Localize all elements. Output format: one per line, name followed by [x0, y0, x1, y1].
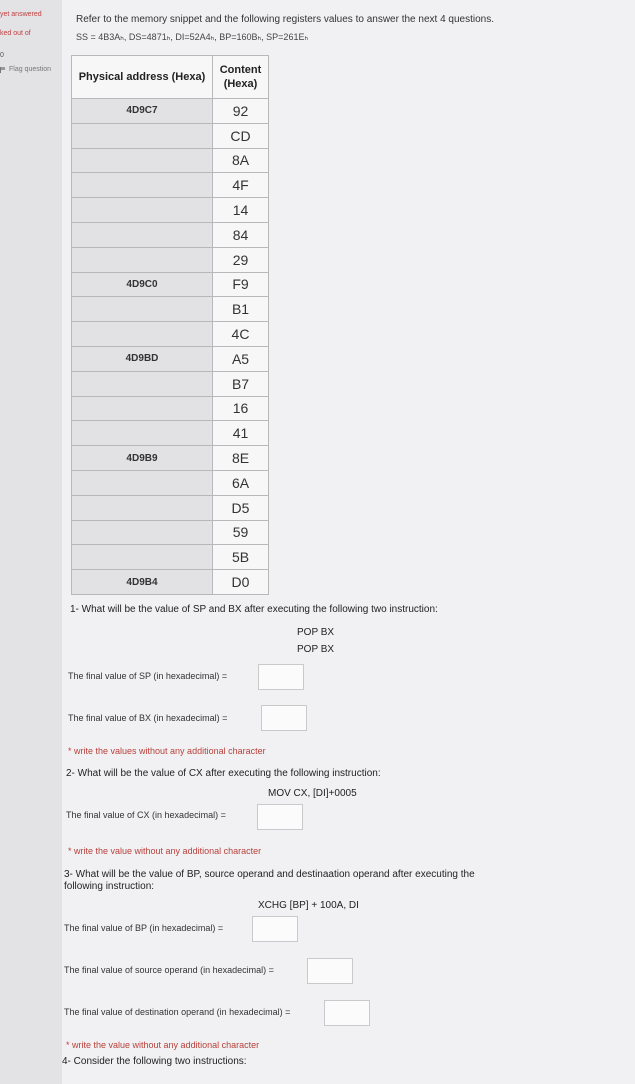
- q2-note: * write the value without any additional character: [68, 846, 262, 856]
- points-value: 0: [0, 52, 4, 59]
- memory-table: [71, 55, 269, 595]
- question-1-text: 1- What will be the value of SP and BX after executing the following two instruction:: [70, 604, 438, 615]
- content-cell: 5B: [213, 545, 269, 570]
- bp-answer-input[interactable]: [252, 916, 298, 942]
- address-cell: [72, 396, 213, 421]
- address-cell: [72, 520, 213, 545]
- memory-row: [72, 173, 269, 198]
- content-cell: 14: [213, 198, 269, 223]
- content-cell: D5: [213, 495, 269, 520]
- source-operand-answer-input[interactable]: [307, 958, 353, 984]
- q3-note: * write the value without any additional character: [66, 1040, 260, 1050]
- q1-note: * write the values without any additional character: [68, 746, 266, 756]
- content-cell: 84: [213, 222, 269, 247]
- content-cell: A5: [213, 346, 269, 371]
- question-3-text-line2: following instruction:: [64, 881, 155, 892]
- q3-instruction: XCHG [BP] + 100A, DI: [258, 900, 359, 911]
- memory-row: [72, 123, 269, 148]
- question-2-text: 2- What will be the value of CX after executing the following instruction:: [66, 768, 381, 779]
- memory-row: [72, 148, 269, 173]
- destination-operand-answer-input[interactable]: [324, 1000, 370, 1026]
- label-source-operand: The final value of source operand (in hexadecimal) =: [64, 965, 274, 975]
- address-cell: [72, 371, 213, 396]
- content-cell: 8E: [213, 446, 269, 471]
- marks-label: ked out of: [0, 30, 31, 37]
- memory-row: [72, 520, 269, 545]
- q2-instruction: MOV CX, [DI]+0005: [268, 788, 357, 799]
- address-cell: [72, 173, 213, 198]
- content-cell: 8A: [213, 148, 269, 173]
- content-cell: B1: [213, 297, 269, 322]
- label-sp: The final value of SP (in hexadecimal) =: [68, 671, 228, 681]
- content-cell: 92: [213, 99, 269, 124]
- content-cell: 4F: [213, 173, 269, 198]
- address-cell: [72, 421, 213, 446]
- sp-answer-input[interactable]: [258, 664, 304, 690]
- content-cell: 16: [213, 396, 269, 421]
- memory-row: [72, 421, 269, 446]
- memory-row: [72, 272, 269, 297]
- flag-icon: [0, 67, 7, 73]
- question-4-text: 4- Consider the following two instructions:: [62, 1056, 247, 1067]
- address-cell: [72, 148, 213, 173]
- address-cell: [72, 297, 213, 322]
- address-cell: [72, 123, 213, 148]
- registers-line: SS = 4B3Aₕ, DS=4871ₕ, DI=52A4ₕ, BP=160Bₕ, SP=261Eₕ: [76, 32, 309, 42]
- label-cx: The final value of CX (in hexadecimal) =: [66, 810, 226, 820]
- answer-status: yet answered: [0, 11, 42, 18]
- address-cell: 4D9B9: [72, 446, 213, 471]
- memory-row: [72, 396, 269, 421]
- address-cell: [72, 247, 213, 272]
- address-cell: [72, 222, 213, 247]
- bx-answer-input[interactable]: [261, 705, 307, 731]
- content-cell: 41: [213, 421, 269, 446]
- flag-question-link[interactable]: [0, 66, 51, 73]
- memory-row: [72, 495, 269, 520]
- address-cell: [72, 322, 213, 347]
- content-cell: CD: [213, 123, 269, 148]
- content-cell: 6A: [213, 470, 269, 495]
- cx-answer-input[interactable]: [257, 804, 303, 830]
- content-cell: 4C: [213, 322, 269, 347]
- content-cell: 29: [213, 247, 269, 272]
- memory-row: [72, 99, 269, 124]
- memory-row: [72, 570, 269, 595]
- memory-row: [72, 198, 269, 223]
- address-cell: [72, 495, 213, 520]
- label-bx: The final value of BX (in hexadecimal) =: [68, 713, 228, 723]
- memory-row: [72, 297, 269, 322]
- address-cell: [72, 470, 213, 495]
- address-cell: 4D9C7: [72, 99, 213, 124]
- content-cell: 59: [213, 520, 269, 545]
- flag-question-label: Flag question: [9, 66, 52, 73]
- header-content: Content (Hexa): [213, 56, 269, 99]
- memory-row: [72, 470, 269, 495]
- address-cell: 4D9C0: [72, 272, 213, 297]
- content-cell: D0: [213, 570, 269, 595]
- question-intro: Refer to the memory snippet and the following registers values to answer the next 4 questions.: [76, 14, 495, 25]
- memory-row: [72, 222, 269, 247]
- address-cell: 4D9BD: [72, 346, 213, 371]
- address-cell: [72, 198, 213, 223]
- q1-instruction-1: POP BX: [297, 627, 335, 638]
- label-destination-operand: The final value of destination operand (in hexadecimal) =: [64, 1007, 291, 1017]
- question-info-sidebar: [0, 0, 62, 1084]
- address-cell: 4D9B4: [72, 570, 213, 595]
- memory-row: [72, 346, 269, 371]
- q1-instruction-2: POP BX: [297, 644, 335, 655]
- memory-row: [72, 371, 269, 396]
- question-3-text-line1: 3- What will be the value of BP, source operand and destinaation operand after executing the: [64, 869, 475, 880]
- memory-row: [72, 545, 269, 570]
- address-cell: [72, 545, 213, 570]
- header-address: Physical address (Hexa): [72, 56, 213, 99]
- content-cell: F9: [213, 272, 269, 297]
- label-bp: The final value of BP (in hexadecimal) =: [64, 923, 224, 933]
- memory-row: [72, 247, 269, 272]
- memory-row: [72, 322, 269, 347]
- memory-row: [72, 446, 269, 471]
- content-cell: B7: [213, 371, 269, 396]
- memory-table-body: [72, 99, 269, 595]
- question-content: [62, 0, 635, 1084]
